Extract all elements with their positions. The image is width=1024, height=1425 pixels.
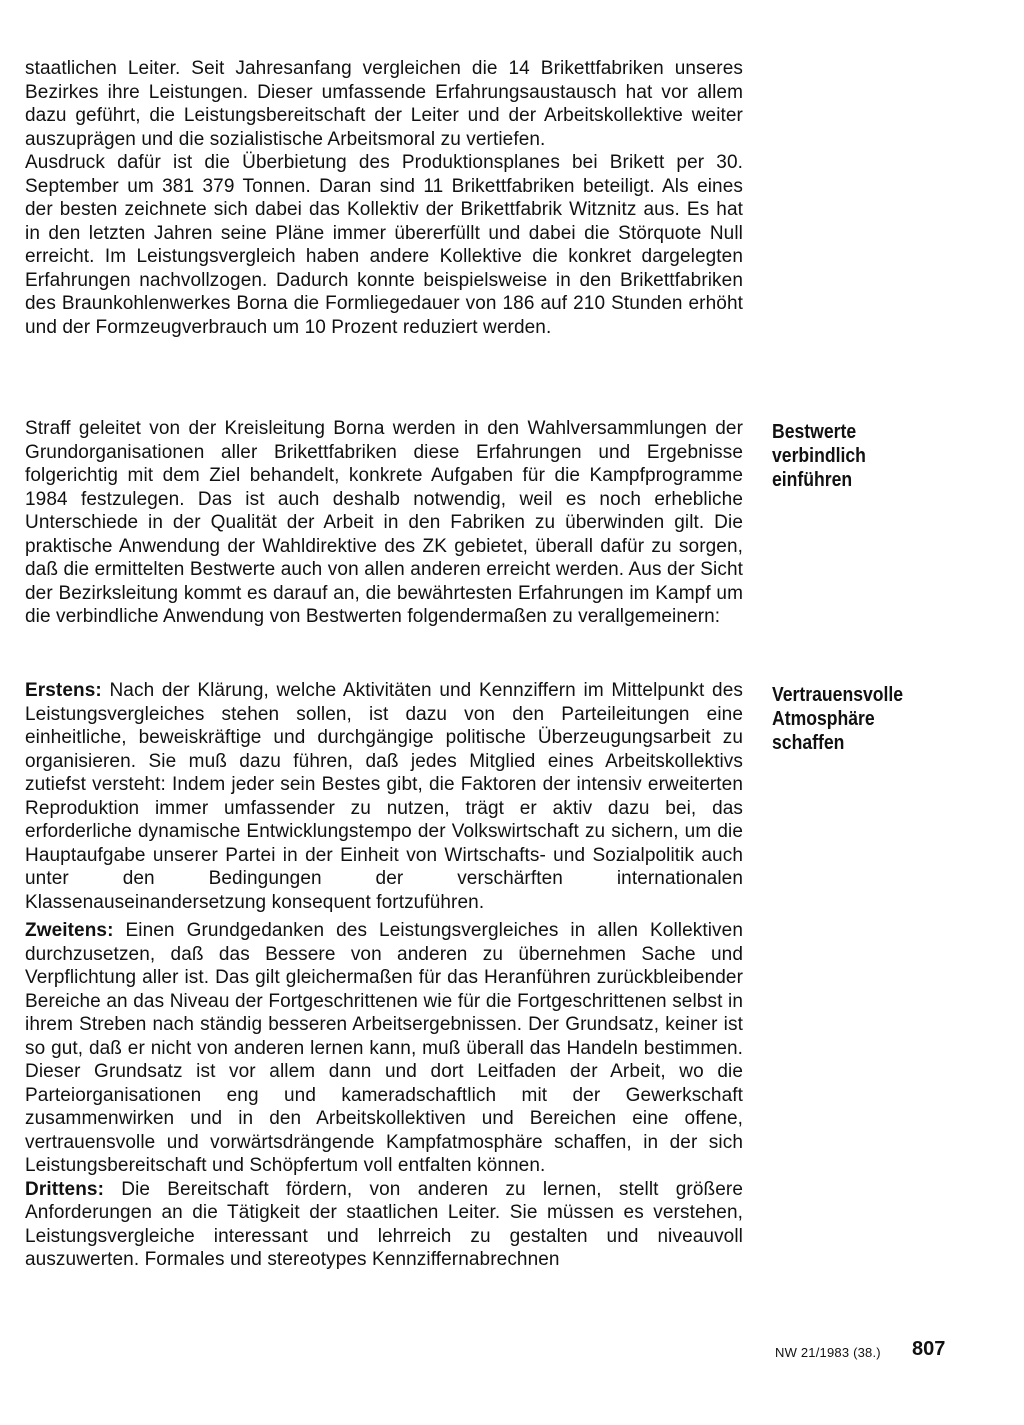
paragraph-3: Straff geleitet von der Kreisleitung Borna werden in den Wahlversammlungen der Grundorganisationen aller Brikettfabriken diese Erfahrungen und Ergebnisse folgerichtig mit dem Ziel behandelt, konkrete Aufgaben für die Kampfprogramme 1984 festzulegen. Das ist auch deshalb notwendig, weil es noch erhebliche Unterschiede in der Qualität der Arbeit in den Fabriken zu überwinden gilt. Die praktische Anwendung der Wahldirektive des ZK gebietet, überall dafür zu sorgen, daß die ermittelten Bestwerte auch von allen anderen erreicht werden. Aus der Sicht der Bezirksleitung kommt es darauf an, die bewährtesten Erfahrungen im Kampf um die verbindliche Anwendung von Bestwerten folgendermaßen zu verallgemeinern:: [25, 418, 743, 627]
page-number: 807: [912, 1338, 946, 1360]
text-block-points: [25, 679, 743, 1272]
point-first-text: Nach der Klärung, welche Aktivitäten und Kennziffern im Mittelpunkt des Leistungsvergleiches stehen sollen, ist dazu von den Parteileitungen eine einheitliche, beweiskräftige und durchgängige politische Überzeugungsarbeit zu organisieren. Sie muß dazu führen, daß jedes Mitglied eines Arbeitskollektivs zutiefst versteht: Indem jeder sein Bestes gibt, die Faktoren der intensiv erweiterten Reproduktion immer umfassender zu nutzen, trägt er aktiv dazu bei, das erforderliche dynamische Entwicklungstempo der Volkswirtschaft zu sichern, um die Hauptaufgabe unserer Partei in der Einheit von Wirtschafts- und Sozialpolitik auch unter den Bedingungen der verschärften internationalen Klassenauseinandersetzung konsequent fortzuführen.: [25, 680, 743, 913]
point-second-lead: Zweitens:: [25, 920, 114, 941]
margin-note-atmosphaere: Vertrauensvolle Atmosphäre schaffen: [772, 684, 904, 754]
point-third-text: Die Bereitschaft fördern, von anderen zu lernen, stellt größere Anforderungen an die Tätigkeit der staatlichen Leiter. Sie müssen es verstehen, Leistungsvergleiche interessant und lehrreich zu gestalten und niveauvoll auszuwerten. Formales und stereotypes Kennziffernabrechnen: [25, 1178, 743, 1270]
journal-reference: NW 21/1983 (38.): [775, 1345, 881, 1360]
point-third-lead: Drittens:: [25, 1178, 105, 1200]
point-second: [25, 919, 743, 1178]
point-third: [25, 1178, 743, 1272]
point-first-lead: Erstens:: [25, 680, 102, 701]
margin-note-bestwerte: Bestwerte verbindlich einführen: [772, 421, 866, 491]
text-block-bestwerte: [25, 417, 743, 629]
paragraph-2: Ausdruck dafür ist die Überbietung des Produktionsplanes bei Brikett per 30. September um 381 379 Tonnen. Daran sind 11 Brikettfabriken beteiligt. Als eines der besten zeichnete sich dabei das Kollektiv der Brikettfabrik Witznitz aus. Es hat in den letzten Jahren seine Pläne immer übererfüllt und dabei die Störquote Null erreicht. Im Leistungsvergleich haben andere Kollektive die konkret dargelegten Erfahrungen nachvollzogen. Dadurch konnte beispielsweise in den Brikettfabriken des Braunkohlenwerkes Borna die Formliegedauer von 186 auf 210 Stunden erhöht und der Formzeugverbrauch um 10 Prozent reduziert werden.: [25, 152, 743, 338]
paragraph-1: staatlichen Leiter. Seit Jahresanfang vergleichen die 14 Brikettfabriken unseres Bezirkes ihre Leistungen. Dieser umfassende Erfahrungsaustausch hat vor allem dazu geführt, die Leistungsbereitschaft der Leiter und der Arbeitskollektive weiter auszuprägen und die sozialistische Arbeitsmoral zu vertiefen.: [25, 58, 743, 150]
point-first: [25, 679, 743, 914]
text-block-opening: [25, 57, 743, 339]
point-second-text: Einen Grundgedanken des Leistungsvergleiches in allen Kollektiven durchzusetzen, daß das Bessere von anderen zu übernehmen Sache und Verpflichtung aller ist. Das gilt gleichermaßen für das Heranführen zurückbleibender Bereiche an das Niveau der Fortgeschrittenen wie für die Fortgeschrittenen selbst in ihrem Streben nach ständig besseren Arbeitsergebnissen. Der Grundsatz, keiner ist so gut, daß er nicht von anderen lernen kann, muß überall das Handeln bestimmen. Dieser Grundsatz ist vor allem dann und dort Leitfaden der Arbeit, wo die Parteiorganisationen eng und kameradschaftlich mit der Gewerkschaft zusammenwirken und in den Arbeitskollektiven und Bereichen eine offene, vertrauensvolle und vorwärtsdrängende Kampfatmosphäre schaffen, in der sich Leistungsbereitschaft und Schöpfertum voll entfalten können.: [25, 920, 743, 1176]
